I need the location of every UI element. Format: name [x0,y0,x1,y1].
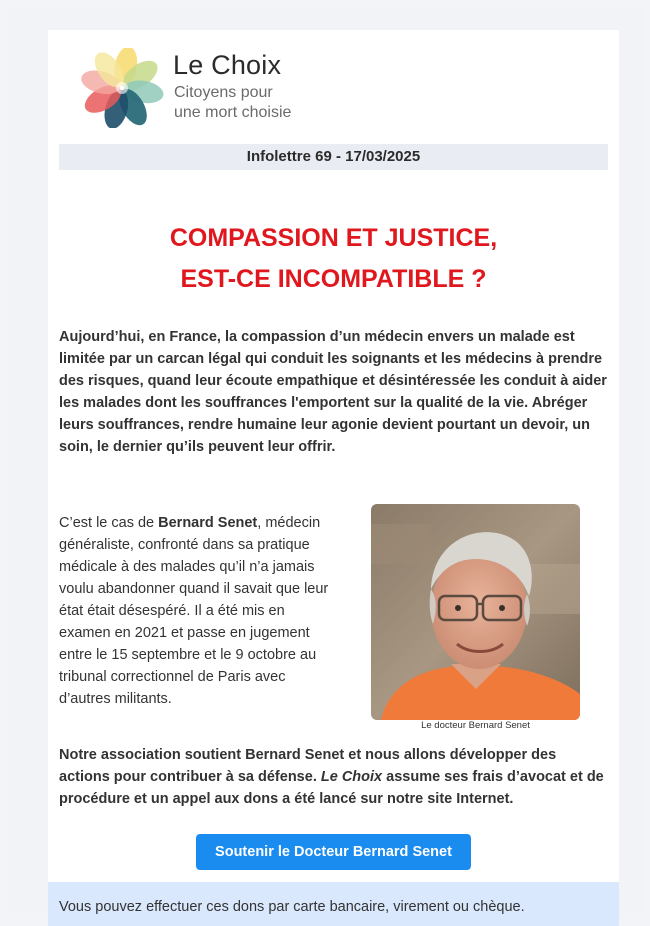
support-button[interactable]: Soutenir le Docteur Bernard Senet [196,834,471,870]
donate-info-box [48,882,619,926]
headline-line2: EST-CE INCOMPATIBLE ? [180,265,487,293]
support-paragraph [59,744,607,810]
newsletter-card [48,30,619,926]
logo-subtitle-line2: une mort choisie [174,104,292,121]
bio-name: Bernard Senet [158,515,258,531]
bio-text-before: C’est le cas de [59,515,159,531]
bio-text-after: , médecin généraliste, confronté dans sa pratique médicale à des malades qu’il n’a jamais voulu abandonner quand il savait que leur état était désespéré. Il a été mis en examen en 2021 et passe en jugement entre le 15 septembre et le 9 octobre au tribunal correctionnel de Paris avec d’autres militants. [59,515,329,707]
flower-logo-icon [78,48,166,128]
logo-title: Le Choix [173,50,282,80]
bio-paragraph [59,512,329,710]
photo-caption: Le docteur Bernard Senet [421,720,530,731]
intro-paragraph: Aujourd’hui, en France, la compassion d’un médecin envers un malade est limitée par un carcan légal qui conduit les soignants et les médecins à prendre des risques, quand leur écoute empathique et désintéressée les conduit à aider les malades dont les souffrances l'emportent sur la qualité de la vie. Abréger leurs souffrances, rendre humaine leur agonie devient pourtant un devoir, un soin, le dernier qu’ils peuvent leur offrir. [59,329,607,455]
portrait-image [371,504,580,720]
support-text-after: assume ses frais d’avocat et de procédure et un appel aux dons a été lancé sur notre site Internet. [59,769,604,807]
headline-line1: COMPASSION ET JUSTICE, [169,224,498,252]
portrait-photo [371,504,580,720]
issue-banner: Infolettre 69 - 17/03/2025 [59,144,608,170]
logo[interactable] [78,48,338,128]
support-emphasis: Le Choix [320,769,383,785]
logo-subtitle-line1: Citoyens pour [174,84,273,101]
page-background [8,8,642,918]
support-text-before: Notre association soutient Bernard Senet et nous allons développer des actions pour contribuer à sa défense. [59,747,557,785]
donate-text: Vous pouvez effectuer ces dons par carte bancaire, virement ou chèque. [59,899,525,915]
